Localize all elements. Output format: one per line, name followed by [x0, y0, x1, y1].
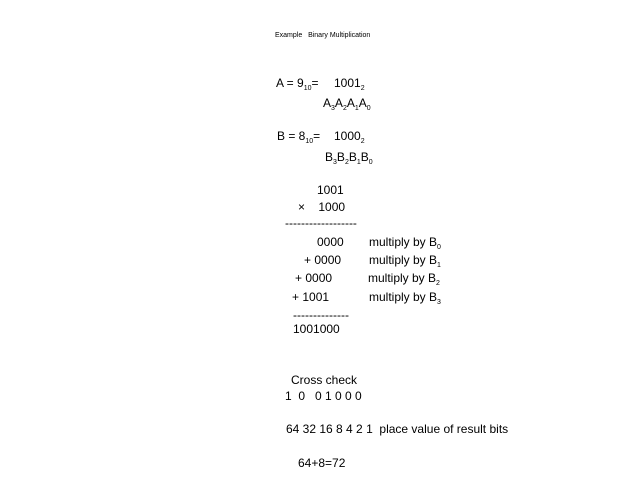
partial-product-value: 0000 [317, 235, 344, 249]
a-definition [276, 76, 319, 90]
b-bit-index: 1 [356, 159, 361, 166]
partial-product-note: multiply by $B_3$ [369, 290, 441, 306]
partial-product-value: + 0000 [304, 253, 342, 267]
b-bit-index: 0 [368, 159, 373, 166]
b-bit-index: 2 [344, 159, 349, 166]
b-bit-letter: B [325, 150, 334, 164]
b-definition [277, 129, 320, 143]
a-bit-index: 1 [354, 105, 359, 112]
cross-check-title: Cross check [291, 373, 358, 387]
place-value-sum: 64+8=72 [298, 456, 346, 470]
a-decimal: A = 9 [276, 76, 304, 90]
a-bit-index: 0 [366, 105, 371, 112]
a-binary-value: 1001 [334, 76, 361, 90]
multiplicand: 1001 [317, 183, 344, 197]
separator-short: -------------- [293, 308, 349, 322]
place-values-row: 64 32 16 8 4 2 1 place value of result bits [286, 422, 509, 436]
b-binary-value: 1000 [334, 129, 361, 143]
b-binary [334, 129, 365, 143]
multiplier: × 1000 [298, 200, 346, 214]
a-bit-letter: A [334, 96, 343, 110]
a-bit-letter: A [323, 96, 332, 110]
a-binary-base: 2 [360, 85, 365, 92]
cross-check-bits: 1 0 0 1 0 0 0 [285, 389, 362, 403]
a-bit-letter: A [346, 96, 355, 110]
b-binary-base: 2 [360, 138, 365, 145]
partial-product-value: + 1001 [292, 290, 330, 304]
a-binary [334, 76, 365, 90]
a-bit-labels [323, 96, 371, 110]
a-decimal-base: 10 [303, 85, 312, 92]
a-equals: = [311, 76, 319, 90]
b-bit-letter: B [360, 150, 369, 164]
partial-product-note: multiply by $B_2$ [368, 271, 440, 287]
separator-long: ------------------ [285, 216, 357, 230]
product-result: 1001000 [293, 322, 340, 336]
slide-title: Example Binary Multiplication [275, 32, 371, 39]
b-decimal-base: 10 [305, 138, 314, 145]
partial-product-value: + 0000 [295, 271, 333, 285]
b-bit-letter: B [348, 150, 357, 164]
a-bit-index: 2 [342, 105, 347, 112]
partial-product-note: multiply by $B_1$ [369, 253, 441, 269]
a-bit-index: 3 [331, 105, 335, 112]
b-bit-labels [325, 150, 373, 164]
b-bit-index: 3 [333, 159, 337, 166]
a-bit-letter: A [358, 96, 367, 110]
b-equals: = [313, 129, 321, 143]
partial-product-note: multiply by $B_0$ [369, 235, 441, 251]
b-decimal: B = 8 [277, 129, 306, 143]
b-bit-letter: B [336, 150, 345, 164]
